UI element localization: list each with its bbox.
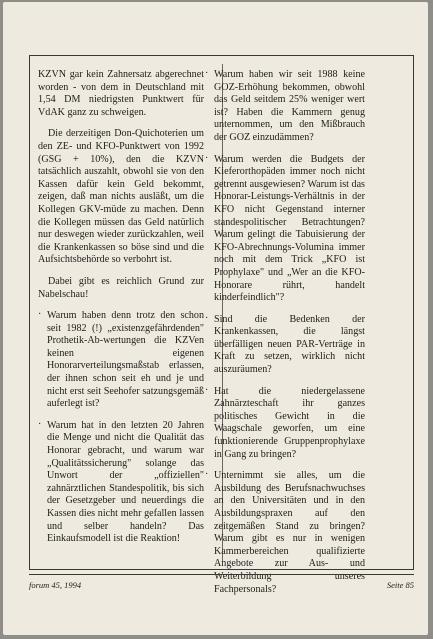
- list-item-text: Hat die niedergelassene Zahnärzteschaft ihr ganzes politisches Gewicht in die Waagschale geworfen, um eine funktionierende Gruppenprophylaxe in Gang zu bringen?: [214, 385, 365, 460]
- page: [3, 2, 428, 635]
- bullet-icon: ·: [205, 312, 209, 324]
- list-item: [205, 69, 365, 145]
- bullet-icon: ·: [38, 418, 42, 430]
- bullet-icon: ·: [205, 68, 209, 79]
- list-item: [205, 314, 365, 377]
- bullet-icon: ·: [205, 469, 209, 481]
- bullet-list: [205, 69, 365, 596]
- list-item: [38, 310, 204, 411]
- paragraph: Dabei gibt es reichlich Grund zur Nabelschau!: [38, 275, 204, 300]
- left-column: [38, 69, 204, 555]
- list-item-text: Unternimmt sie alles, um die Ausbildung des Berufsnachwuchses an den Universitäten und in den Ausbildungspraxen auf den zeitgemäßen Stand zu bringen? Warum gibt es nur in wenigen Kammerbereichen qualifizierte Angebote zur Aus- und Weiterbildung unseres Fachpersonals?: [214, 470, 365, 595]
- paragraph: KZVN gar kein Zahnersatz abgerechnet worden - von dem in Deutschland mit 1,54 DM niedrigsten Punktwert für VdAK ganz zu schweigen.: [38, 69, 204, 118]
- list-item-text: Sind die Bedenken der Krankenkassen, die längst überfälligen neuen PAR-Verträge in Kraft zu setzen, wirklich nicht auszuräumen?: [214, 313, 365, 376]
- bullet-icon: ·: [205, 152, 209, 164]
- bullet-icon: ·: [205, 384, 209, 396]
- bullet-list: [38, 310, 204, 546]
- list-item-text: Warum werden die Budgets der Kieferorthopäden immer noch nicht getrennt ausgewiesen? Warum ist das Honorar-Leistungs-Verhältnis in der KFO nicht Gegenstand interner standespolitischer Betrachtungen? Warum gelingt die Tabuisierung der KFO-Abrechnungs-Volumina immer noch mit dem Trick „KFO ist Prophylaxe" und „Wer an die KFO-Honorare rührt, handelt kinderfeindlich"?: [214, 153, 365, 304]
- list-item-text: Warum haben wir seit 1988 keine GOZ-Erhöhung bekommen, obwohl das Geld seitdem 25% weniger wert ist? Haben die Kammern genug unternommen, um den Mißbrauch der GOZ einzudämmen?: [214, 69, 365, 143]
- publication-info: forum 45, 1994: [29, 580, 82, 590]
- list-item: [205, 386, 365, 462]
- list-item-text: Warum hat in den letzten 20 Jahren die Menge und nicht die Qualität das Honorar gebracht, und warum war „Qualitätssicherung" solange das Unwort der „offiziellen" zahnärztlichen Standespolitik, bis sich der Gesetzgeber und neuerdings die Kassen dies nicht mehr gefallen lassen und selber handeln? Das Einkaufsmodell ist die Reaktion!: [47, 419, 204, 545]
- list-item-text: Warum haben denn trotz den schon seit 1982 (!) „existenzgefährdenden" Prothetik-Ab-wertungen die KZVen keinen eigenen Honorarverteilungsmaßstab erlassen, der ihnen schon seit eh und je und nicht erst seit Seehofer satzungsgemäß auferlegt ist?: [47, 310, 204, 410]
- bullet-icon: ·: [38, 309, 42, 321]
- paragraph: Die derzeitigen Don-Quichoterien um den ZE- und KFO-Punktwert von 1992 (GSG + 10%), den die KZVN tatsächlich auszahlt, obwohl sie von den Kassen dafür kein Geld bekommt, zeigen, daß man nichts ausläßt, um die Kollegen GKV-müde zu machen. Denn die Kollegen müssen das Geld natürlich nur deswegen wieder zurückzahlen, weil die Krankenkassen so böse sind und die Aufsichtsbehörde so verbohrt ist.: [38, 128, 204, 266]
- right-column: [205, 69, 365, 605]
- list-item: [38, 420, 204, 546]
- list-item: [205, 154, 365, 305]
- page-number: Seite 85: [386, 580, 414, 590]
- page-footer: [29, 574, 414, 590]
